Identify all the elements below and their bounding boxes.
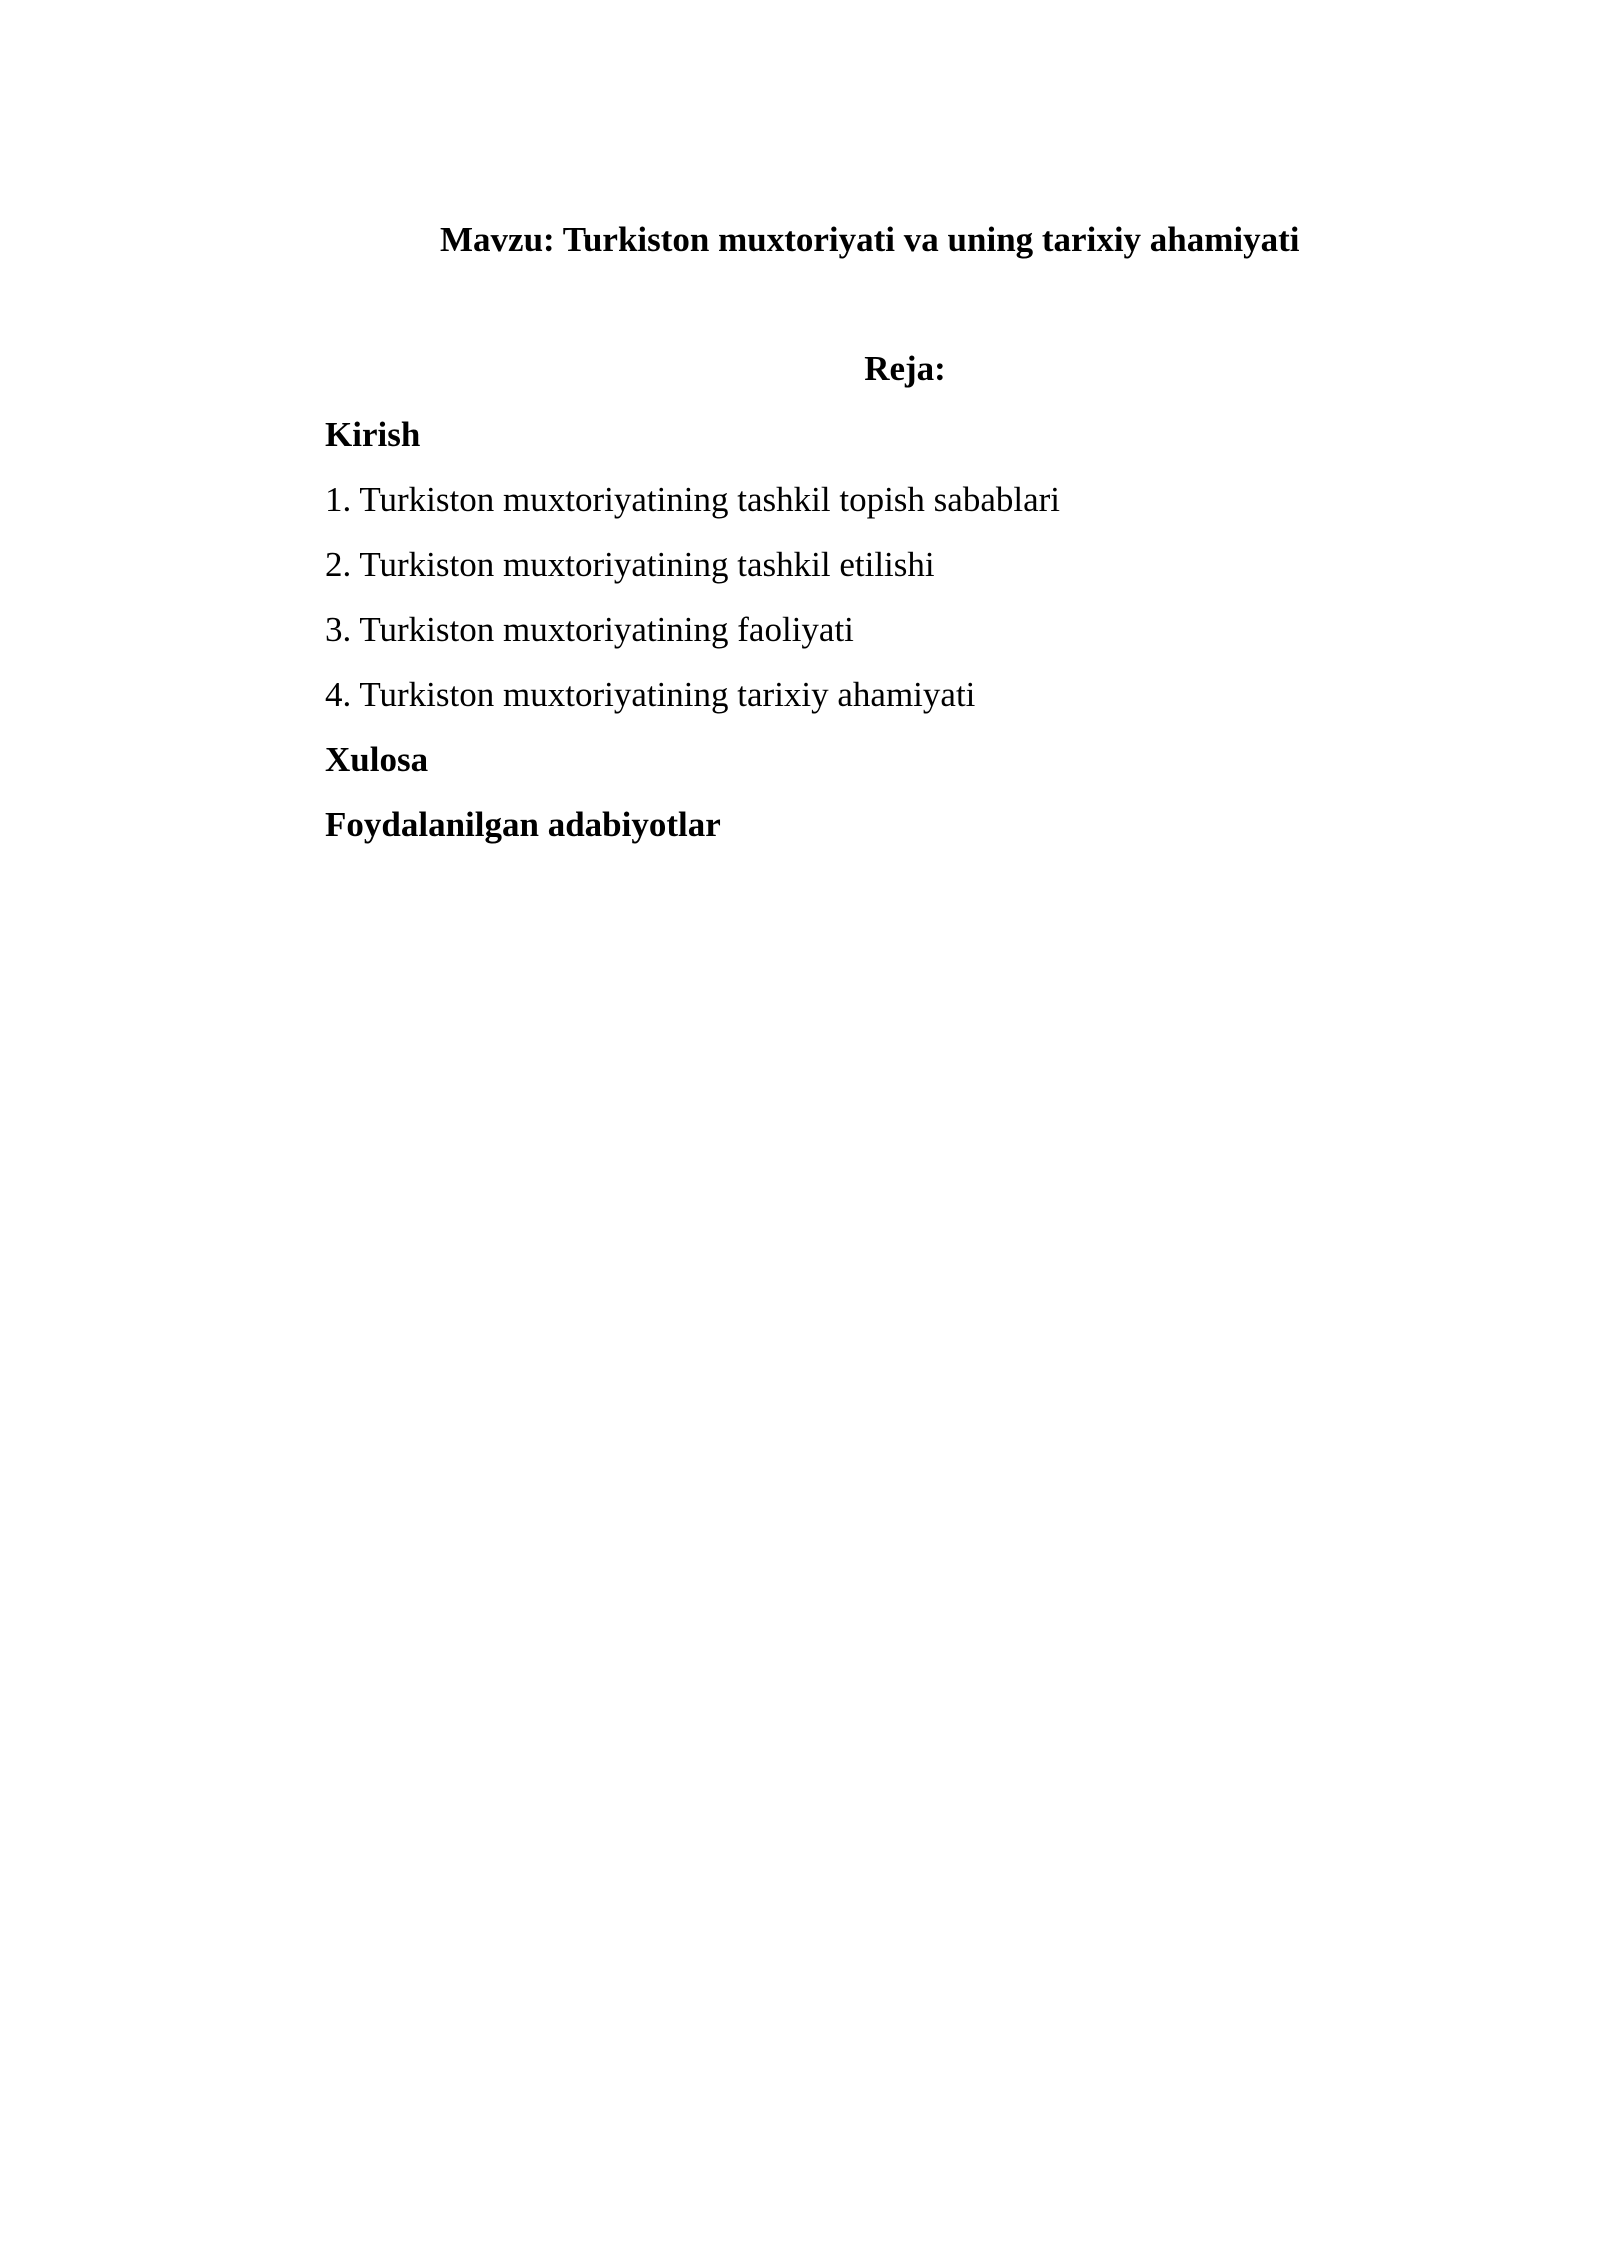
plan-item-conclusion: Xulosa bbox=[325, 740, 429, 779]
plan-item-4: 4. Turkiston muxtoriyatining tarixiy ahamiyati bbox=[325, 675, 976, 714]
plan-heading: Reja: bbox=[864, 349, 946, 388]
plan-item-references: Foydalanilgan adabiyotlar bbox=[325, 805, 721, 844]
plan-item-1: 1. Turkiston muxtoriyatining tashkil topish sabablari bbox=[325, 480, 1060, 519]
plan-item-intro: Kirish bbox=[325, 415, 421, 454]
plan-list bbox=[325, 413, 1060, 868]
document-title: Mavzu: Turkiston muxtoriyati va uning tarixiy ahamiyati bbox=[440, 220, 1300, 259]
plan-item-3: 3. Turkiston muxtoriyatining faoliyati bbox=[325, 610, 854, 649]
plan-item-2: 2. Turkiston muxtoriyatining tashkil etilishi bbox=[325, 545, 935, 584]
